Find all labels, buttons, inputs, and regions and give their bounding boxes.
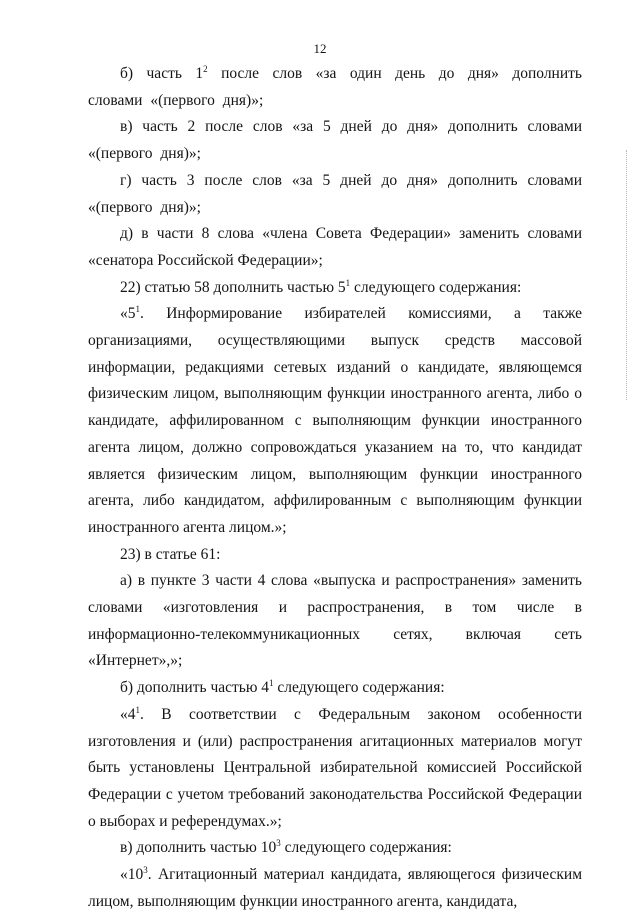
paragraph-part-8: д) в части 8 слова «члена Совета Федерации» заменить словами «сенатора Российской Федерации»; [88, 225, 582, 269]
paragraph-part-1-2: б) часть $1^2$ после слов «за один день до дня» дополнить словами «(первого дня)»; [88, 64, 582, 109]
paragraph-new-part-4-1: «$4^1$. В соответствии с Федеральным законом особенности изготовления и (или) распространения агитационных материалов могут быть установлены Центральной избирательной комиссией Российской Федерации с учетом требований законодательства Российской Федерации о выборах и референдумах.»; [88, 704, 582, 830]
page-number: 12 [313, 41, 327, 56]
paragraph-part-3: г) часть 3 после слов «за 5 дней до дня» дополнить словами «(первого дня)»; [88, 171, 582, 216]
document-body [88, 61, 582, 916]
paragraph-item-22: 22) статью 58 дополнить частью $5^1$ следующего содержания: [120, 277, 522, 296]
paragraph-new-part-5-1: «$5^1$. Информирование избирателей комиссиями, а также организациями, осуществляющими выпуск средств массовой информации, редакциями сетевых изданий о кандидате, являющемся физическим лицом, выполняющим функции иностранного агента, либо о кандидате, аффилированном с выполняющим функции иностранного агента лицом, должно сопровождаться указанием на то, что кандидат является физическим лицом, выполняющим функции иностранного агента, либо кандидатом, аффилированным с выполняющим функции иностранного агента лицом.»; [88, 304, 582, 536]
paragraph-item-23-b: б) дополнить частью $4^1$ следующего содержания: [120, 678, 445, 697]
paragraph-part-2: в) часть 2 после слов «за 5 дней до дня» дополнить словами «(первого дня)»; [88, 118, 582, 163]
scan-edge-mark [626, 150, 628, 400]
paragraph-new-part-10-3: «$10^3$. Агитационный материал кандидата, являющегося физическим лицом, выполняющим функции иностранного агента, кандидата, [88, 865, 582, 910]
paragraph-item-23-a: а) в пункте 3 части 4 слова «выпуска и распространения» заменить словами «изготовления и распространения, в том числе в информационно-телекоммуникационных сетях, включая сеть «Интернет»,»; [88, 572, 582, 670]
paragraph-item-23: 23) в статье 61: [120, 545, 221, 563]
paragraph-item-23-v: в) дополнить частью $10^3$ следующего содержания: [120, 838, 452, 857]
